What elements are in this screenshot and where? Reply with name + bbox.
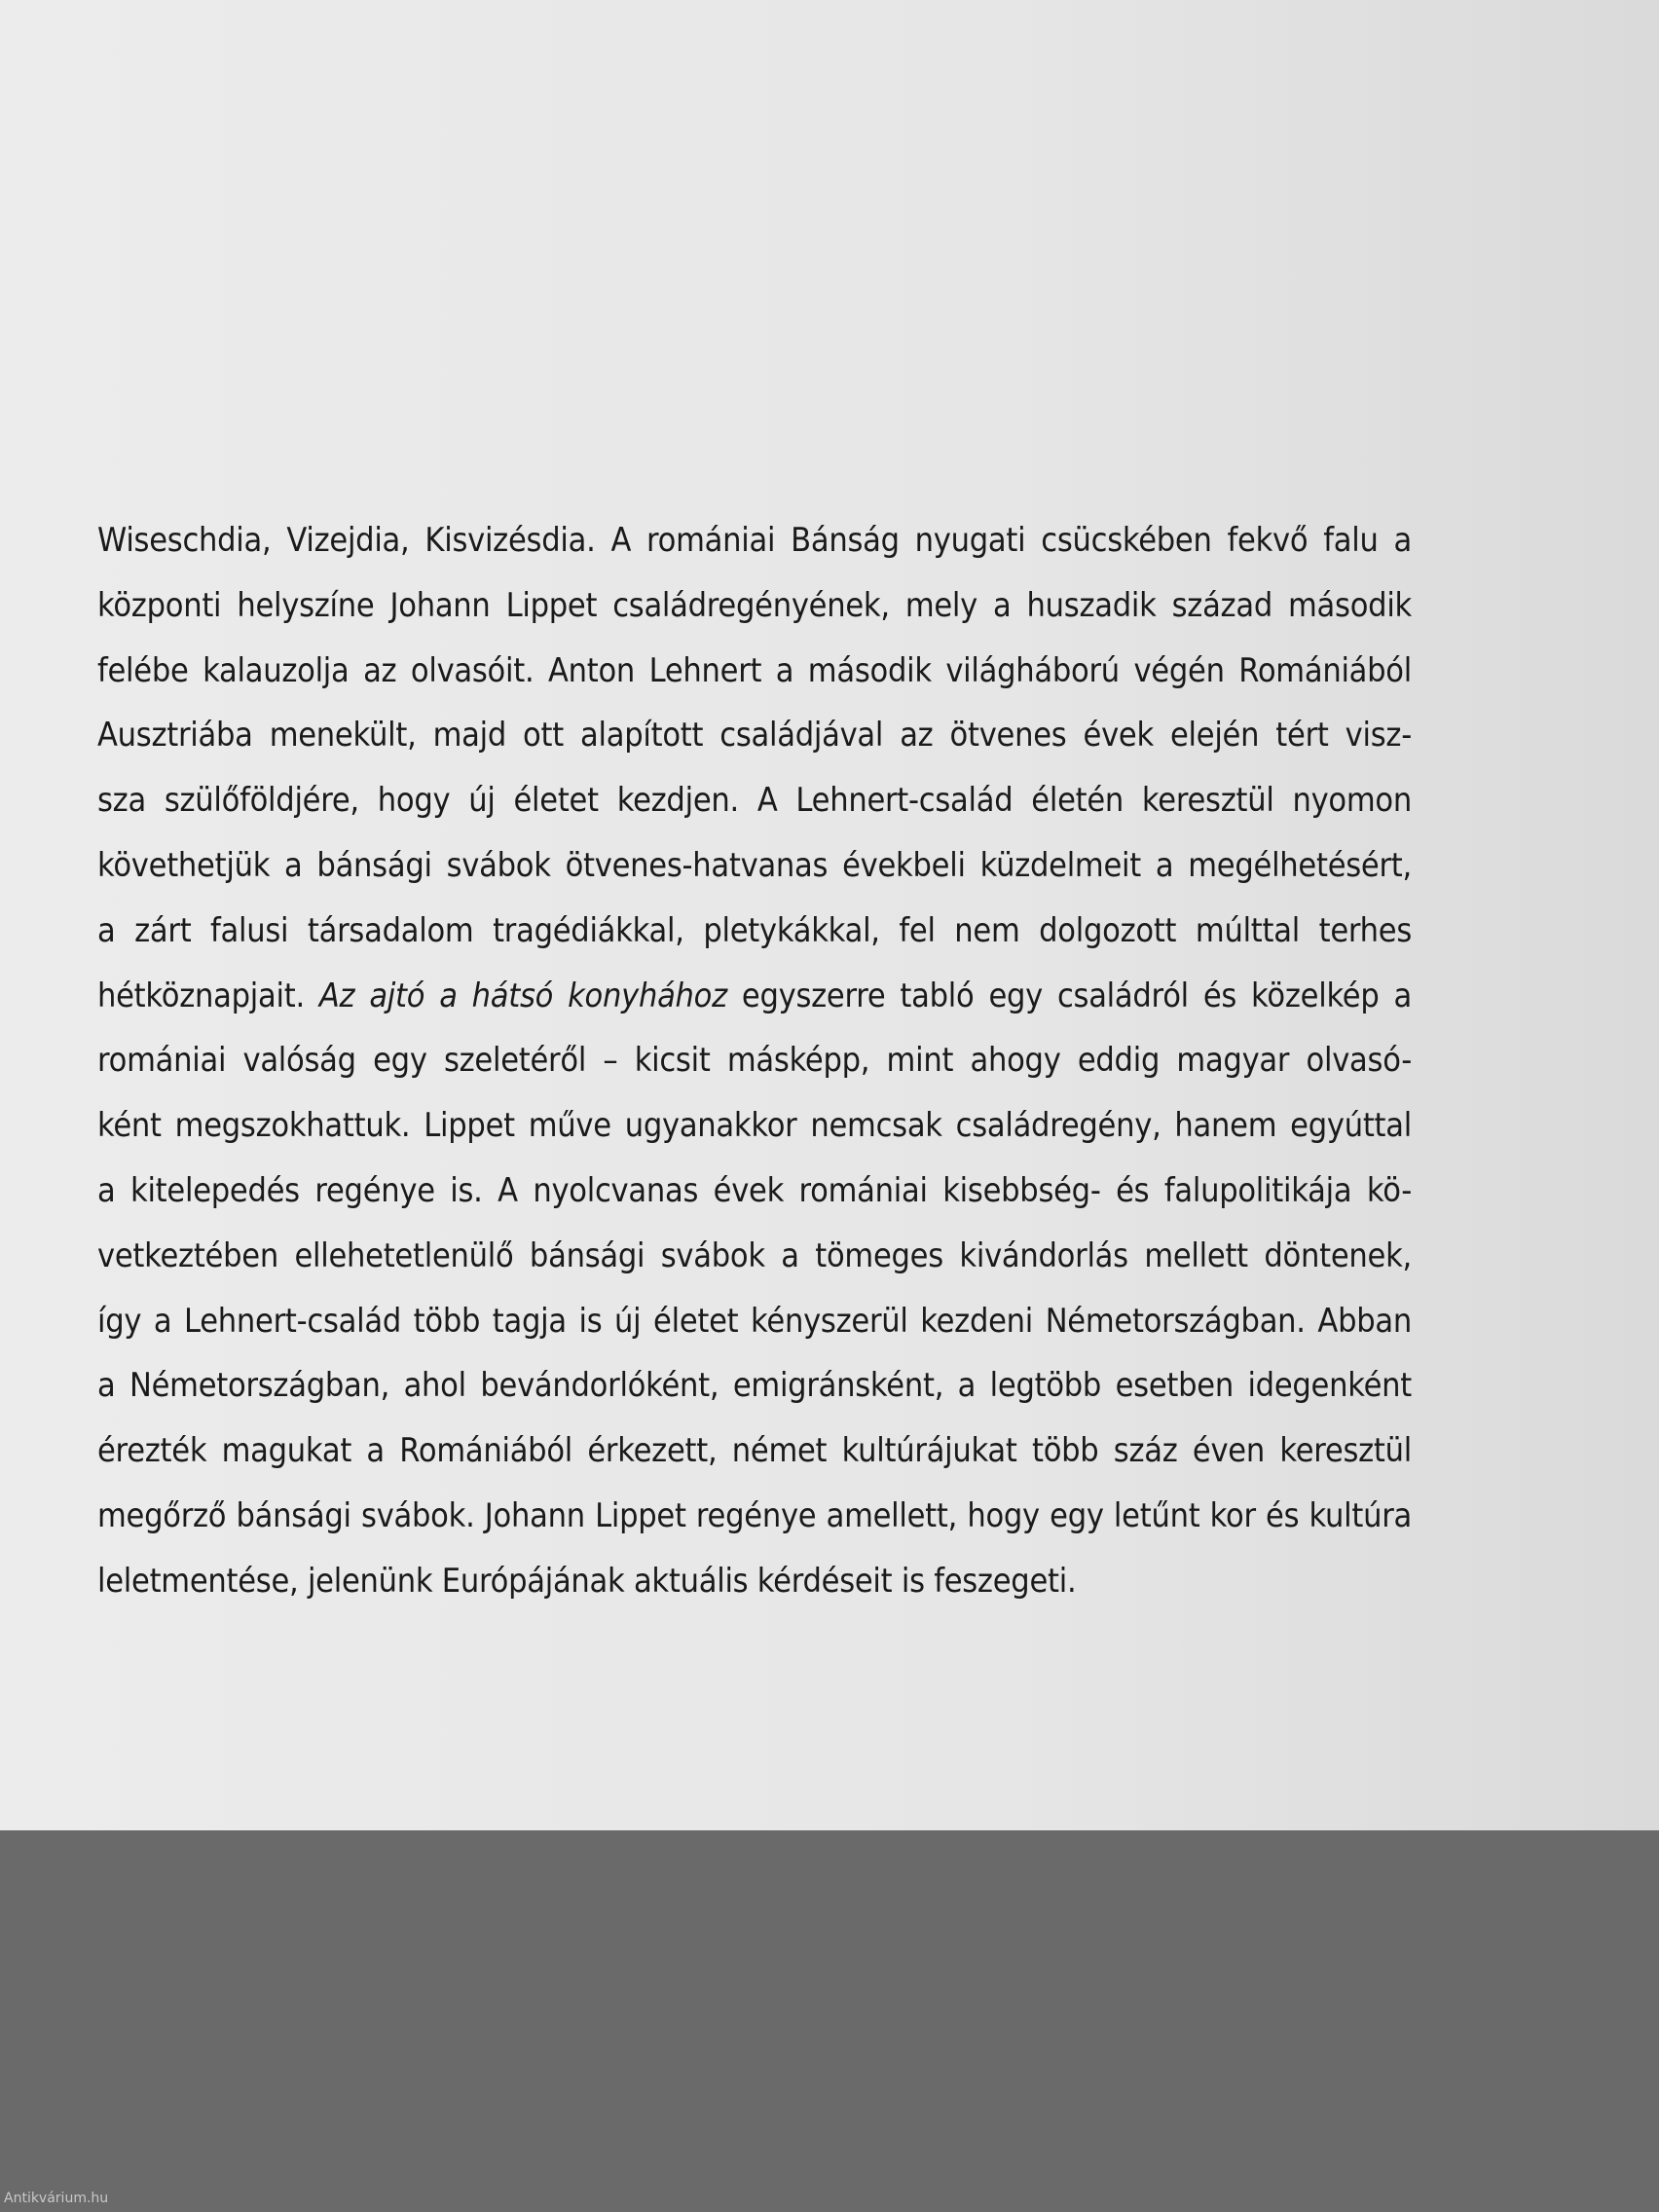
blurb-line-with-title	[97, 964, 1412, 1029]
blurb-line: Ausztriába menekült, majd ott alapított családjával az ötvenes évek elején tért visz-	[97, 716, 1412, 756]
blurb-line: vetkeztében ellehetetlenülő bánsági svábok a tömeges kivándorlás mellett döntenek,	[97, 1235, 1412, 1275]
blurb-line: leletmentése, jelenünk Európájának aktuális kérdéseit is feszegeti.	[97, 1561, 1077, 1601]
blurb-line: követhetjük a bánsági svábok ötvenes-hatvanas évekbeli küzdelmeit a megélhetésért,	[97, 845, 1412, 885]
blurb-line: sza szülőföldjére, hogy új életet kezdjen. A Lehnert-család életén keresztül nyomon	[97, 781, 1412, 821]
blurb-text: hétköznapjait.	[97, 976, 319, 1015]
watermark: Antikvárium.hu	[4, 2191, 109, 2206]
book-blurb	[97, 508, 1412, 1614]
blurb-line: ként megszokhattuk. Lippet műve ugyanakkor nemcsak családregény, hanem egyúttal	[97, 1106, 1412, 1146]
blurb-line: a kitelepedés regénye is. A nyolcvanas évek romániai kisebbség- és falupolitikája kö-	[97, 1170, 1412, 1210]
blurb-line: felébe kalauzolja az olvasóit. Anton Lehnert a második világháború végén Romániából	[97, 650, 1412, 690]
blurb-line: a Németországban, ahol bevándorlóként, emigránsként, a legtöbb esetben idegenként	[97, 1366, 1412, 1406]
blurb-line: romániai valóság egy szeletéről – kicsit másképp, mint ahogy eddig magyar olvasó-	[97, 1041, 1412, 1081]
blurb-line: érezték magukat a Romániából érkezett, német kultúrájukat több száz éven keresztül	[97, 1431, 1412, 1471]
blurb-text: egyszerre tabló egy családról és közelkép a	[726, 976, 1412, 1015]
blurb-line: megőrző bánsági svábok. Johann Lippet regénye amellett, hogy egy letűnt kor és kultúra	[97, 1495, 1412, 1535]
blurb-line: Wiseschdia, Vizejdia, Kisvizésdia. A romániai Bánság nyugati csücskében fekvő falu a	[97, 521, 1412, 560]
cover-bottom-band	[0, 1830, 1659, 2212]
book-title: Az ajtó a hátsó konyhához	[318, 976, 727, 1015]
blurb-line: így a Lehnert-család több tagja is új életet kényszerül kezdeni Németországban. Abban	[97, 1301, 1412, 1341]
blurb-line: központi helyszíne Johann Lippet családregényének, mely a huszadik század második	[97, 585, 1412, 625]
blurb-line: a zárt falusi társadalom tragédiákkal, pletykákkal, fel nem dolgozott múlttal terhes	[97, 910, 1412, 950]
